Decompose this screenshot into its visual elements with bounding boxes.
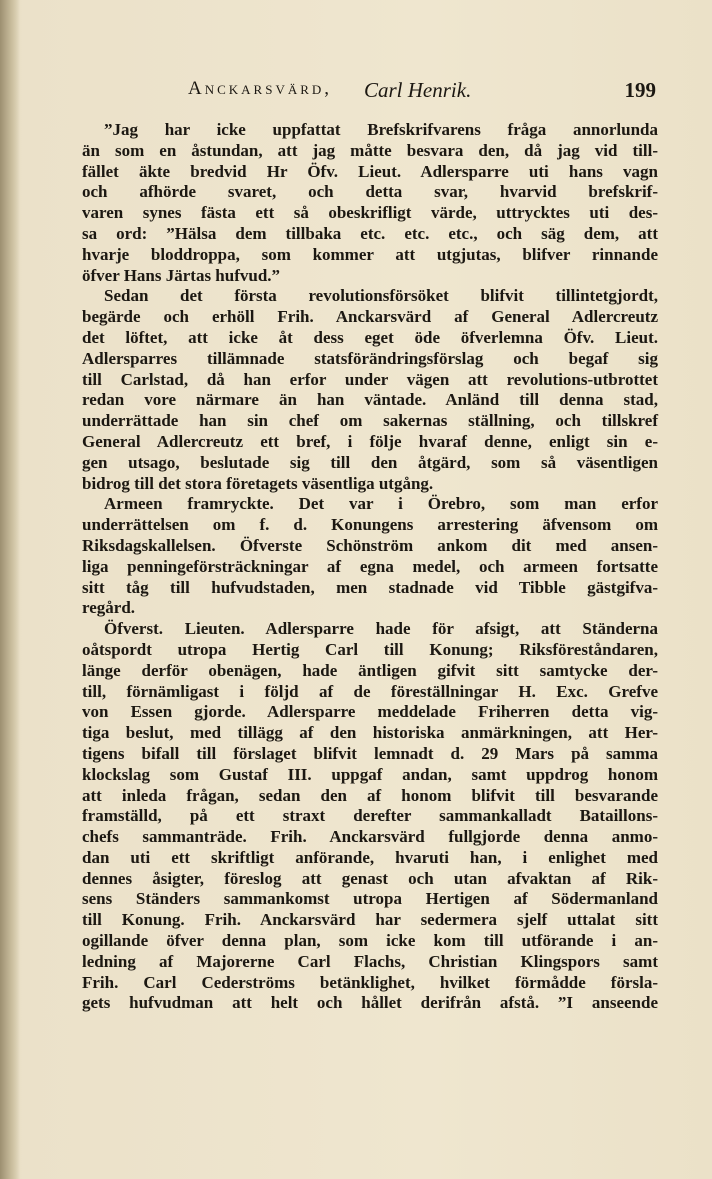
text-line: regård. bbox=[82, 598, 136, 618]
text-line: gen utsago, beslutade sig till den åtgärd, som så väsentligen bbox=[82, 452, 658, 472]
text-line: till Konung. Frih. Anckarsvärd har sedermera sjelf uttalat sitt bbox=[82, 910, 658, 930]
text-line: än som en åstundan, att jag måtte besvara den, då jag vid till- bbox=[82, 140, 658, 160]
page-number: 199 bbox=[624, 78, 656, 102]
text-line: underrättelsen om f. d. Konungens arrestering äfvensom om bbox=[82, 515, 658, 535]
text-line: att inleda frågan, sedan den af honom blifvit till besvarande bbox=[82, 785, 658, 805]
text-line: Sedan det första revolutionsförsöket blifvit tillintetgjordt, bbox=[104, 286, 658, 306]
text-line: gets hufvudman att helt och hållet derifrån afstå. ”I anseende bbox=[82, 993, 658, 1013]
text-line: von Essen gjorde. Adlersparre meddelade Friherren detta vig- bbox=[82, 702, 658, 722]
text-line: redan vore närmare än han väntade. Anländ till denna stad, bbox=[82, 390, 658, 410]
text-line: öfver Hans Järtas hufvud.” bbox=[82, 265, 281, 285]
body-text bbox=[82, 120, 658, 1014]
text-line: Riksdagskallelsen. Öfverste Schönström ankom dit med ansen- bbox=[82, 535, 658, 555]
text-line: fället äkte bredvid Hr Öfv. Lieut. Adlersparre uti hans vagn bbox=[82, 161, 658, 181]
text-line: sa ord: ”Hälsa dem tillbaka etc. etc. etc., och säg dem, att bbox=[82, 223, 658, 243]
text-line: chefs sammanträde. Frih. Anckarsvärd fullgjorde denna anmo- bbox=[82, 827, 658, 847]
text-line: oåtspordt utropa Hertig Carl till Konung; Riksföreståndaren, bbox=[82, 639, 658, 659]
text-line: Öfverst. Lieuten. Adlersparre hade för afsigt, att Ständerna bbox=[104, 619, 658, 639]
text-line: länge derför obenägen, hade äntligen gifvit sitt samtycke der- bbox=[82, 660, 658, 680]
text-line: Armeen framryckte. Det var i Örebro, som man erfor bbox=[104, 494, 658, 514]
header-surname: Anckarsvärd, bbox=[188, 78, 333, 99]
text-line: sens Ständers sammankomst utropa Hertigen af Södermanland bbox=[82, 889, 658, 909]
text-line: och afhörde svaret, och detta svar, hvarvid brefskrif- bbox=[82, 182, 658, 202]
text-line: General Adlercreutz ett bref, i följe hvaraf denne, enligt sin e- bbox=[82, 431, 658, 451]
text-line: tiga beslut, med tillägg af den historiska anmärkningen, att Her- bbox=[82, 723, 658, 743]
text-line: sitt tåg till hufvudstaden, men stadnade vid Tibble gästgifva- bbox=[82, 577, 658, 597]
text-line: klockslag som Gustaf III. uppgaf andan, samt uppdrog honom bbox=[82, 764, 658, 784]
text-line: framställd, på ett straxt derefter sammankalladt Bataillons- bbox=[82, 806, 658, 826]
text-line: det löftet, att icke åt dess eget öde öfverlemna Öfv. Lieut. bbox=[82, 327, 658, 347]
text-line: ”Jag har icke uppfattat Brefskrifvarens fråga annorlunda bbox=[104, 120, 658, 139]
text-line: begärde och erhöll Frih. Anckarsvärd af General Adlercreutz bbox=[82, 307, 658, 327]
text-line: till Carlstad, då han erfor under vägen att revolutions-utbrottet bbox=[82, 369, 658, 389]
text-line: tigens bifall till förslaget blifvit lemnadt d. 29 Mars på samma bbox=[82, 743, 658, 763]
text-line: liga penningeförsträckningar af egna medel, och armeen fortsatte bbox=[82, 556, 658, 576]
text-line: Adlersparres tillämnade statsförändringsförslag och begaf sig bbox=[82, 348, 658, 368]
text-line: varen synes fästa ett så obeskrifligt värde, uttrycktes uti des- bbox=[82, 203, 658, 223]
running-header bbox=[78, 78, 656, 106]
text-line: Frih. Carl Cederströms betänklighet, hvilket förmådde försla- bbox=[82, 972, 658, 992]
text-line: ledning af Majorerne Carl Flachs, Christian Klingspors samt bbox=[82, 951, 658, 971]
text-line: till, förnämligast i följd af de föreställningar H. Exc. Grefve bbox=[82, 681, 658, 701]
text-line: hvarje bloddroppa, som kommer att utgjutas, blifver rinnande bbox=[82, 244, 658, 264]
text-line: underrättade han sin chef om sakernas ställning, och tillskref bbox=[82, 411, 658, 431]
text-line: dennes åsigter, föreslog att genast och utan afvaktan af Rik- bbox=[82, 868, 658, 888]
header-given-name: Carl Henrik. bbox=[364, 78, 472, 102]
text-line: ogillande öfver denna plan, som icke kom till utförande i an- bbox=[82, 931, 658, 951]
page-spine-shadow bbox=[0, 0, 20, 1179]
text-line: bidrog till det stora företagets väsentliga utgång. bbox=[82, 473, 434, 493]
text-line: dan uti ett skriftligt anförande, hvaruti han, i enlighet med bbox=[82, 847, 658, 867]
